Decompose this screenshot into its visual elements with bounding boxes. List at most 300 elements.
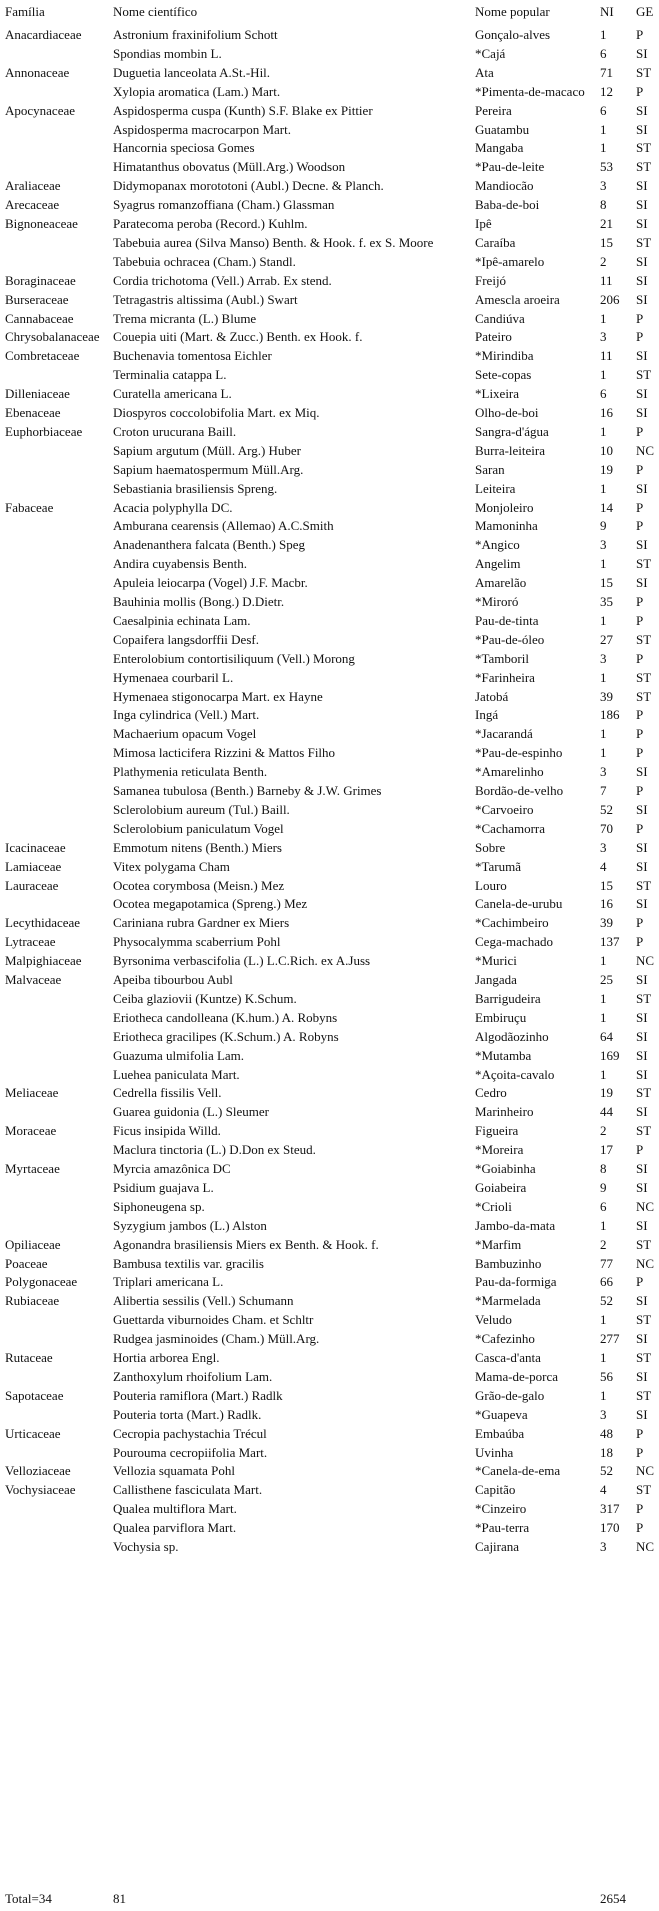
cell-ni: 1	[600, 990, 607, 1006]
cell-nome-popular: Embiruçu	[475, 1009, 527, 1025]
cell-ni: 25	[600, 972, 613, 987]
cell-ge: ST	[636, 140, 652, 156]
cell-nome-popular: Ipê	[475, 216, 492, 231]
cell-familia: Arecaceae	[5, 197, 60, 213]
table-total-row	[0, 1887, 659, 1911]
cell-nome-popular: *Goiabinha	[475, 1161, 536, 1176]
cell-ni: 1	[600, 1009, 607, 1025]
cell-familia: Boraginaceae	[5, 272, 76, 288]
cell-nome-cientifico: Terminalia catappa L.	[113, 367, 227, 383]
cell-nome-popular: *Cafezinho	[475, 1331, 535, 1347]
cell-ge: SI	[636, 405, 648, 420]
cell-ge: SI	[636, 1047, 648, 1063]
cell-nome-popular: Cedro	[475, 1085, 507, 1101]
cell-nome-cientifico: Diospyros coccolobifolia Mart. ex Miq.	[113, 405, 320, 420]
cell-ni: 3	[600, 839, 607, 855]
cell-ge: P	[636, 915, 644, 931]
cell-nome-cientifico: Curatella americana L.	[113, 386, 232, 402]
cell-ge: P	[636, 329, 644, 345]
cell-nome-popular: *Mutamba	[475, 1047, 532, 1063]
cell-nome-cientifico: Croton urucurana Baill.	[113, 423, 237, 439]
cell-ni: 3	[600, 537, 607, 553]
cell-nome-popular: *Tamboril	[475, 650, 529, 666]
cell-familia: Anacardiaceae	[5, 27, 82, 42]
cell-nome-popular: Pau-da-formiga	[475, 1274, 557, 1290]
cell-nome-popular: Mangaba	[475, 140, 524, 156]
cell-ge: SI	[636, 178, 648, 194]
cell-ge: P	[636, 499, 644, 515]
cell-ni: 1	[600, 121, 607, 137]
cell-ni: 16	[600, 405, 613, 420]
cell-ni: 11	[600, 272, 613, 288]
cell-ni: 1	[600, 140, 607, 156]
cell-nome-popular: Jangada	[475, 972, 517, 987]
cell-ge: ST	[636, 1482, 652, 1498]
cell-ge: P	[636, 1444, 644, 1460]
cell-nome-popular: *Cajá	[475, 45, 506, 61]
cell-nome-cientifico: Myrcia amazônica DC	[113, 1161, 231, 1176]
cell-ni: 1	[600, 612, 607, 628]
cell-nome-cientifico: Maclura tinctoria (L.) D.Don ex Steud.	[113, 1142, 316, 1158]
cell-nome-cientifico: Apuleia leiocarpa (Vogel) J.F. Macbr.	[113, 575, 308, 591]
cell-nome-popular: Mandiocão	[475, 178, 534, 194]
cell-familia: Chrysobalanaceae	[5, 329, 100, 345]
cell-nome-popular: Leiteira	[475, 480, 516, 496]
cell-ni: 1	[600, 367, 607, 383]
cell-nome-cientifico: Andira cuyabensis Benth.	[113, 556, 247, 572]
cell-ge: NC	[636, 1539, 655, 1554]
cell-nome-popular: Pau-de-tinta	[475, 612, 539, 628]
cell-familia: Rutaceae	[5, 1350, 53, 1365]
cell-nome-cientifico: Guettarda viburnoides Cham. et Schltr	[113, 1312, 314, 1328]
cell-nome-popular: *Marfim	[475, 1236, 522, 1252]
cell-ge: SI	[636, 764, 648, 780]
cell-nome-popular: Gonçalo-alves	[475, 27, 551, 42]
cell-nome-popular: Monjoleiro	[475, 499, 534, 515]
cell-ni: 12	[600, 83, 613, 99]
cell-nome-popular: Veludo	[475, 1312, 512, 1328]
total-especies: 81	[113, 1891, 126, 1906]
cell-nome-popular: Louro	[475, 877, 507, 893]
cell-nome-popular: Amarelão	[475, 575, 527, 591]
cell-ni: 3	[600, 764, 607, 780]
cell-nome-cientifico: Hortia arborea Engl.	[113, 1350, 220, 1365]
total-familia: Total=34	[5, 1891, 52, 1906]
cell-ge: ST	[636, 367, 652, 383]
cell-ge: ST	[636, 159, 652, 175]
cell-nome-cientifico: Buchenavia tomentosa Eichler	[113, 348, 272, 364]
cell-familia: Meliaceae	[5, 1085, 59, 1101]
cell-nome-cientifico: Cordia trichotoma (Vell.) Arrab. Ex stend.	[113, 272, 332, 288]
cell-ni: 8	[600, 1161, 607, 1176]
cell-nome-popular: *Jacarandá	[475, 726, 533, 742]
cell-nome-cientifico: Duguetia lanceolata A.St.-Hil.	[113, 64, 271, 80]
cell-ni: 8	[600, 197, 607, 213]
cell-nome-cientifico: Trema micranta (L.) Blume	[113, 310, 257, 326]
cell-nome-popular: Pateiro	[475, 329, 512, 345]
cell-nome-popular: Bordão-de-velho	[475, 783, 564, 798]
cell-nome-cientifico: Ocotea corymbosa (Meisn.) Mez	[113, 877, 285, 893]
cell-familia: Euphorbiaceae	[5, 423, 83, 439]
cell-nome-popular: Sangra-d'água	[475, 423, 549, 439]
cell-nome-popular: Freijó	[475, 272, 507, 288]
cell-nome-cientifico: Eriotheca candolleana (K.hum.) A. Robyns	[113, 1009, 338, 1025]
cell-nome-cientifico: Sebastiania brasiliensis Spreng.	[113, 480, 278, 496]
cell-ge: SI	[636, 1028, 648, 1044]
cell-nome-popular: *Cinzeiro	[475, 1501, 527, 1517]
cell-nome-cientifico: Vellozia squamata Pohl	[113, 1463, 236, 1479]
cell-familia: Velloziaceae	[5, 1463, 71, 1479]
cell-nome-cientifico: Apeiba tibourbou Aubl	[113, 972, 233, 987]
cell-familia: Poaceae	[5, 1255, 48, 1271]
cell-ge: P	[636, 310, 644, 326]
cell-nome-cientifico: Vochysia sp.	[113, 1539, 179, 1554]
cell-ge: NC	[636, 1463, 655, 1479]
cell-ni: 1	[600, 423, 607, 439]
cell-ge: P	[636, 707, 644, 723]
cell-ge: P	[636, 1501, 644, 1517]
cell-nome-cientifico: Psidium guajava L.	[113, 1179, 214, 1195]
cell-ni: 2	[600, 253, 607, 269]
cell-nome-popular: *Pau-de-leite	[475, 159, 545, 175]
cell-nome-popular: Ata	[475, 64, 494, 80]
cell-ge: SI	[636, 216, 648, 231]
cell-nome-cientifico: Pouteria torta (Mart.) Radlk.	[113, 1406, 262, 1422]
cell-nome-popular: Goiabeira	[475, 1179, 527, 1195]
cell-ni: 137	[600, 934, 620, 950]
cell-ni: 1	[600, 1387, 607, 1403]
total-ni: 2654	[600, 1891, 626, 1906]
cell-ge: ST	[636, 64, 652, 80]
cell-ni: 6	[600, 386, 607, 402]
cell-nome-cientifico: Caesalpinia echinata Lam.	[113, 612, 251, 628]
cell-ge: SI	[636, 1009, 648, 1025]
cell-ni: 1	[600, 480, 607, 496]
cell-nome-popular: *Mirindiba	[475, 348, 534, 364]
cell-ni: 44	[600, 1104, 613, 1120]
cell-ge: P	[636, 745, 644, 761]
cell-ge: SI	[636, 45, 648, 61]
cell-ni: 1	[600, 953, 607, 969]
cell-ni: 56	[600, 1368, 613, 1384]
cell-familia: Araliaceae	[5, 178, 61, 194]
cell-ni: 27	[600, 631, 613, 647]
cell-nome-cientifico: Amburana cearensis (Allemao) A.C.Smith	[113, 518, 334, 534]
cell-nome-popular: Pereira	[475, 102, 512, 118]
cell-ge: SI	[636, 348, 648, 364]
cell-ge: SI	[636, 1293, 648, 1309]
cell-ni: 35	[600, 594, 613, 609]
cell-ge: ST	[636, 1085, 652, 1101]
cell-ni: 11	[600, 348, 613, 364]
cell-ni: 64	[600, 1028, 613, 1044]
cell-ni: 17	[600, 1142, 613, 1158]
cell-ge: NC	[636, 953, 655, 969]
cell-nome-popular: *Tarumã	[475, 858, 522, 874]
cell-nome-cientifico: Ocotea megapotamica (Spreng.) Mez	[113, 896, 308, 912]
cell-nome-cientifico: Vitex polygama Cham	[113, 858, 230, 874]
cell-nome-popular: Cajirana	[475, 1539, 520, 1554]
cell-nome-cientifico: Qualea multiflora Mart.	[113, 1501, 237, 1517]
cell-ni: 317	[600, 1501, 620, 1517]
cell-nome-popular: *Pau-de-espinho	[475, 745, 563, 761]
cell-nome-popular: Canela-de-urubu	[475, 896, 563, 912]
cell-nome-cientifico: Siphoneugena sp.	[113, 1198, 205, 1214]
cell-ge: ST	[636, 234, 652, 250]
cell-ni: 15	[600, 575, 613, 591]
cell-nome-cientifico: Paratecoma peroba (Record.) Kuhlm.	[113, 216, 308, 231]
header-nome-popular: Nome popular	[475, 4, 550, 19]
cell-familia: Lytraceae	[5, 934, 56, 950]
cell-nome-cientifico: Plathymenia reticulata Benth.	[113, 764, 268, 780]
cell-nome-popular: *Farinheira	[475, 669, 535, 685]
cell-nome-cientifico: Copaifera langsdorffii Desf.	[113, 631, 259, 647]
cell-nome-popular: Algodãozinho	[475, 1028, 549, 1044]
header-ge: GE	[636, 4, 654, 19]
cell-nome-cientifico: Xylopia aromatica (Lam.) Mart.	[113, 83, 281, 99]
cell-nome-popular: *Marmelada	[475, 1293, 541, 1309]
cell-nome-cientifico: Zanthoxylum rhoifolium Lam.	[113, 1368, 273, 1384]
cell-nome-cientifico: Sclerolobium aureum (Tul.) Baill.	[113, 801, 290, 817]
cell-ge: SI	[636, 253, 648, 269]
cell-ni: 52	[600, 1463, 613, 1479]
cell-familia: Opiliaceae	[5, 1236, 61, 1252]
cell-nome-popular: Baba-de-boi	[475, 197, 540, 213]
cell-ni: 71	[600, 64, 613, 80]
cell-nome-cientifico: Luehea paniculata Mart.	[113, 1066, 240, 1082]
cell-nome-cientifico: Aspidosperma macrocarpon Mart.	[113, 121, 291, 137]
cell-nome-cientifico: Guazuma ulmifolia Lam.	[113, 1047, 245, 1063]
cell-nome-popular: Jambo-da-mata	[475, 1217, 556, 1233]
cell-ni: 1	[600, 745, 607, 761]
cell-ni: 39	[600, 688, 613, 704]
cell-ni: 4	[600, 1482, 607, 1498]
cell-ni: 2	[600, 1236, 607, 1252]
cell-nome-cientifico: Tetragastris altissima (Aubl.) Swart	[113, 291, 298, 307]
cell-ni: 169	[600, 1047, 620, 1063]
table-row	[0, 1535, 659, 1558]
cell-familia: Annonaceae	[5, 64, 70, 80]
cell-ge: NC	[636, 442, 655, 458]
cell-ge: P	[636, 1425, 644, 1441]
cell-ni: 14	[600, 499, 613, 515]
cell-nome-cientifico: Sapium argutum (Müll. Arg.) Huber	[113, 442, 302, 458]
cell-ge: ST	[636, 1387, 652, 1403]
cell-nome-cientifico: Pourouma cecropiifolia Mart.	[113, 1444, 268, 1460]
cell-nome-cientifico: Sclerolobium paniculatum Vogel	[113, 820, 284, 836]
cell-ge: SI	[636, 537, 648, 553]
cell-ni: 15	[600, 234, 613, 250]
cell-nome-cientifico: Himatanthus obovatus (Müll.Arg.) Woodson	[113, 159, 346, 175]
cell-nome-popular: *Canela-de-ema	[475, 1463, 561, 1479]
cell-ge: P	[636, 461, 644, 477]
cell-familia: Polygonaceae	[5, 1274, 78, 1290]
cell-ge: P	[636, 612, 644, 628]
cell-familia: Burseraceae	[5, 291, 69, 307]
cell-ge: P	[636, 518, 644, 534]
cell-ni: 3	[600, 650, 607, 666]
cell-ni: 39	[600, 915, 613, 931]
cell-nome-cientifico: Rudgea jasminoides (Cham.) Müll.Arg.	[113, 1331, 320, 1347]
cell-nome-popular: Amescla aroeira	[475, 291, 560, 307]
cell-ge: ST	[636, 877, 652, 893]
cell-nome-popular: *Pau-de-óleo	[475, 631, 545, 647]
cell-nome-cientifico: Enterolobium contortisiliquum (Vell.) Morong	[113, 650, 355, 666]
cell-ge: SI	[636, 386, 648, 402]
cell-ni: 6	[600, 45, 607, 61]
cell-nome-cientifico: Agonandra brasiliensis Miers ex Benth. & Hook. f.	[113, 1236, 379, 1252]
cell-nome-cientifico: Mimosa lacticifera Rizzini & Mattos Filho	[113, 745, 336, 761]
cell-nome-popular: Casca-d'anta	[475, 1350, 541, 1365]
cell-nome-popular: *Açoita-cavalo	[475, 1066, 555, 1082]
cell-nome-cientifico: Hymenaea courbaril L.	[113, 669, 234, 685]
cell-ge: SI	[636, 291, 648, 307]
cell-ni: 77	[600, 1255, 613, 1271]
cell-ge: SI	[636, 121, 648, 137]
cell-ni: 9	[600, 518, 607, 534]
cell-familia: Dilleniaceae	[5, 386, 70, 402]
cell-nome-popular: Figueira	[475, 1123, 519, 1139]
cell-ni: 16	[600, 896, 613, 912]
cell-nome-cientifico: Couepia uiti (Mart. & Zucc.) Benth. ex Hook. f.	[113, 329, 363, 345]
cell-ge: SI	[636, 197, 648, 213]
cell-nome-popular: Capitão	[475, 1482, 516, 1498]
cell-nome-cientifico: Hancornia speciosa Gomes	[113, 140, 255, 156]
cell-nome-cientifico: Acacia polyphylla DC.	[113, 499, 233, 515]
cell-familia: Malvaceae	[5, 972, 62, 987]
cell-nome-cientifico: Ficus insipida Willd.	[113, 1123, 221, 1139]
cell-nome-cientifico: Pouteria ramiflora (Mart.) Radlk	[113, 1387, 283, 1403]
cell-ni: 66	[600, 1274, 613, 1290]
cell-nome-popular: *Pau-terra	[475, 1520, 530, 1536]
cell-nome-popular: Embaúba	[475, 1425, 525, 1441]
cell-ge: P	[636, 820, 644, 836]
cell-nome-cientifico: Sapium haematospermum Müll.Arg.	[113, 461, 304, 477]
cell-nome-popular: *Murici	[475, 953, 517, 969]
cell-ge: P	[636, 726, 644, 742]
cell-nome-cientifico: Cecropia pachystachia Trécul	[113, 1425, 267, 1441]
table-header-row	[0, 0, 659, 23]
cell-familia: Fabaceae	[5, 499, 54, 515]
cell-ni: 21	[600, 216, 613, 231]
cell-nome-popular: *Pimenta-de-macaco	[475, 83, 585, 99]
cell-nome-cientifico: Callisthene fasciculata Mart.	[113, 1482, 263, 1498]
cell-nome-popular: *Crioli	[475, 1198, 512, 1214]
cell-ge: SI	[636, 972, 648, 987]
cell-ni: 15	[600, 877, 613, 893]
cell-ge: SI	[636, 896, 648, 912]
cell-familia: Sapotaceae	[5, 1387, 64, 1403]
header-familia: Família	[5, 4, 45, 19]
cell-nome-cientifico: Spondias mombin L.	[113, 45, 222, 61]
cell-nome-popular: Grão-de-galo	[475, 1387, 545, 1403]
cell-ge: ST	[636, 1236, 652, 1252]
cell-ni: 1	[600, 726, 607, 742]
cell-ni: 1	[600, 1312, 607, 1328]
cell-nome-cientifico: Qualea parviflora Mart.	[113, 1520, 237, 1536]
cell-nome-popular: Jatobá	[475, 688, 509, 704]
cell-nome-popular: Barrigudeira	[475, 990, 541, 1006]
cell-ge: SI	[636, 1161, 648, 1176]
cell-nome-popular: Sobre	[475, 839, 506, 855]
cell-ge: P	[636, 934, 644, 950]
cell-ge: P	[636, 423, 644, 439]
cell-familia: Ebenaceae	[5, 405, 61, 420]
cell-nome-cientifico: Cariniana rubra Gardner ex Miers	[113, 915, 290, 931]
cell-nome-cientifico: Machaerium opacum Vogel	[113, 726, 257, 742]
cell-familia: Combretaceae	[5, 348, 80, 364]
cell-nome-popular: Burra-leiteira	[475, 442, 546, 458]
cell-familia: Lauraceae	[5, 877, 59, 893]
cell-ni: 52	[600, 1293, 613, 1309]
cell-nome-popular: Sete-copas	[475, 367, 532, 383]
cell-nome-cientifico: Alibertia sessilis (Vell.) Schumann	[113, 1293, 294, 1309]
cell-ni: 10	[600, 442, 613, 458]
cell-ni: 19	[600, 461, 613, 477]
cell-nome-popular: *Amarelinho	[475, 764, 544, 780]
cell-ge: SI	[636, 1179, 648, 1195]
header-nome-cientifico: Nome científico	[113, 4, 198, 19]
cell-nome-cientifico: Physocalymma scaberrium Pohl	[113, 934, 281, 950]
cell-ge: ST	[636, 1312, 652, 1328]
cell-nome-cientifico: Hymenaea stigonocarpa Mart. ex Hayne	[113, 688, 323, 704]
cell-nome-popular: Cega-machado	[475, 934, 553, 950]
cell-ni: 70	[600, 820, 613, 836]
cell-ge: SI	[636, 480, 648, 496]
cell-familia: Lamiaceae	[5, 858, 62, 874]
cell-familia: Icacinaceae	[5, 839, 66, 855]
cell-ni: 6	[600, 102, 607, 118]
cell-nome-popular: *Ipê-amarelo	[475, 253, 545, 269]
cell-nome-cientifico: Cedrella fissilis Vell.	[113, 1085, 222, 1101]
cell-ge: P	[636, 1274, 644, 1290]
cell-nome-cientifico: Byrsonima verbascifolia (L.) L.C.Rich. ex A.Juss	[113, 953, 371, 969]
cell-ni: 1	[600, 1350, 607, 1365]
cell-nome-popular: Bambuzinho	[475, 1255, 542, 1271]
cell-nome-cientifico: Triplari americana L.	[113, 1274, 224, 1290]
cell-nome-popular: *Lixeira	[475, 386, 520, 402]
cell-ge: SI	[636, 858, 648, 874]
cell-familia: Malpighiaceae	[5, 953, 82, 969]
cell-ni: 53	[600, 159, 613, 175]
cell-ge: SI	[636, 1066, 648, 1082]
cell-ge: P	[636, 83, 644, 99]
cell-nome-popular: Angelim	[475, 556, 521, 572]
cell-ni: 1	[600, 556, 607, 572]
cell-ge: ST	[636, 990, 652, 1006]
cell-ge: SI	[636, 1331, 648, 1347]
header-ni: NI	[600, 4, 614, 19]
cell-ge: ST	[636, 669, 652, 685]
cell-ge: ST	[636, 688, 652, 704]
cell-ge: NC	[636, 1255, 655, 1271]
cell-nome-cientifico: Eriotheca gracilipes (K.Schum.) A. Robyns	[113, 1028, 339, 1044]
cell-familia: Rubiaceae	[5, 1293, 60, 1309]
cell-ni: 1	[600, 669, 607, 685]
cell-ni: 2	[600, 1123, 607, 1139]
cell-ni: 4	[600, 858, 607, 874]
cell-ni: 3	[600, 178, 607, 194]
cell-nome-popular: Marinheiro	[475, 1104, 534, 1120]
cell-ge: P	[636, 650, 644, 666]
cell-nome-popular: Guatambu	[475, 121, 530, 137]
cell-nome-cientifico: Bambusa textilis var. gracilis	[113, 1255, 264, 1271]
cell-familia: Cannabaceae	[5, 310, 74, 326]
cell-ge: P	[636, 27, 644, 42]
cell-nome-popular: Olho-de-boi	[475, 405, 539, 420]
cell-nome-popular: *Guapeva	[475, 1406, 528, 1422]
cell-ni: 18	[600, 1444, 613, 1460]
